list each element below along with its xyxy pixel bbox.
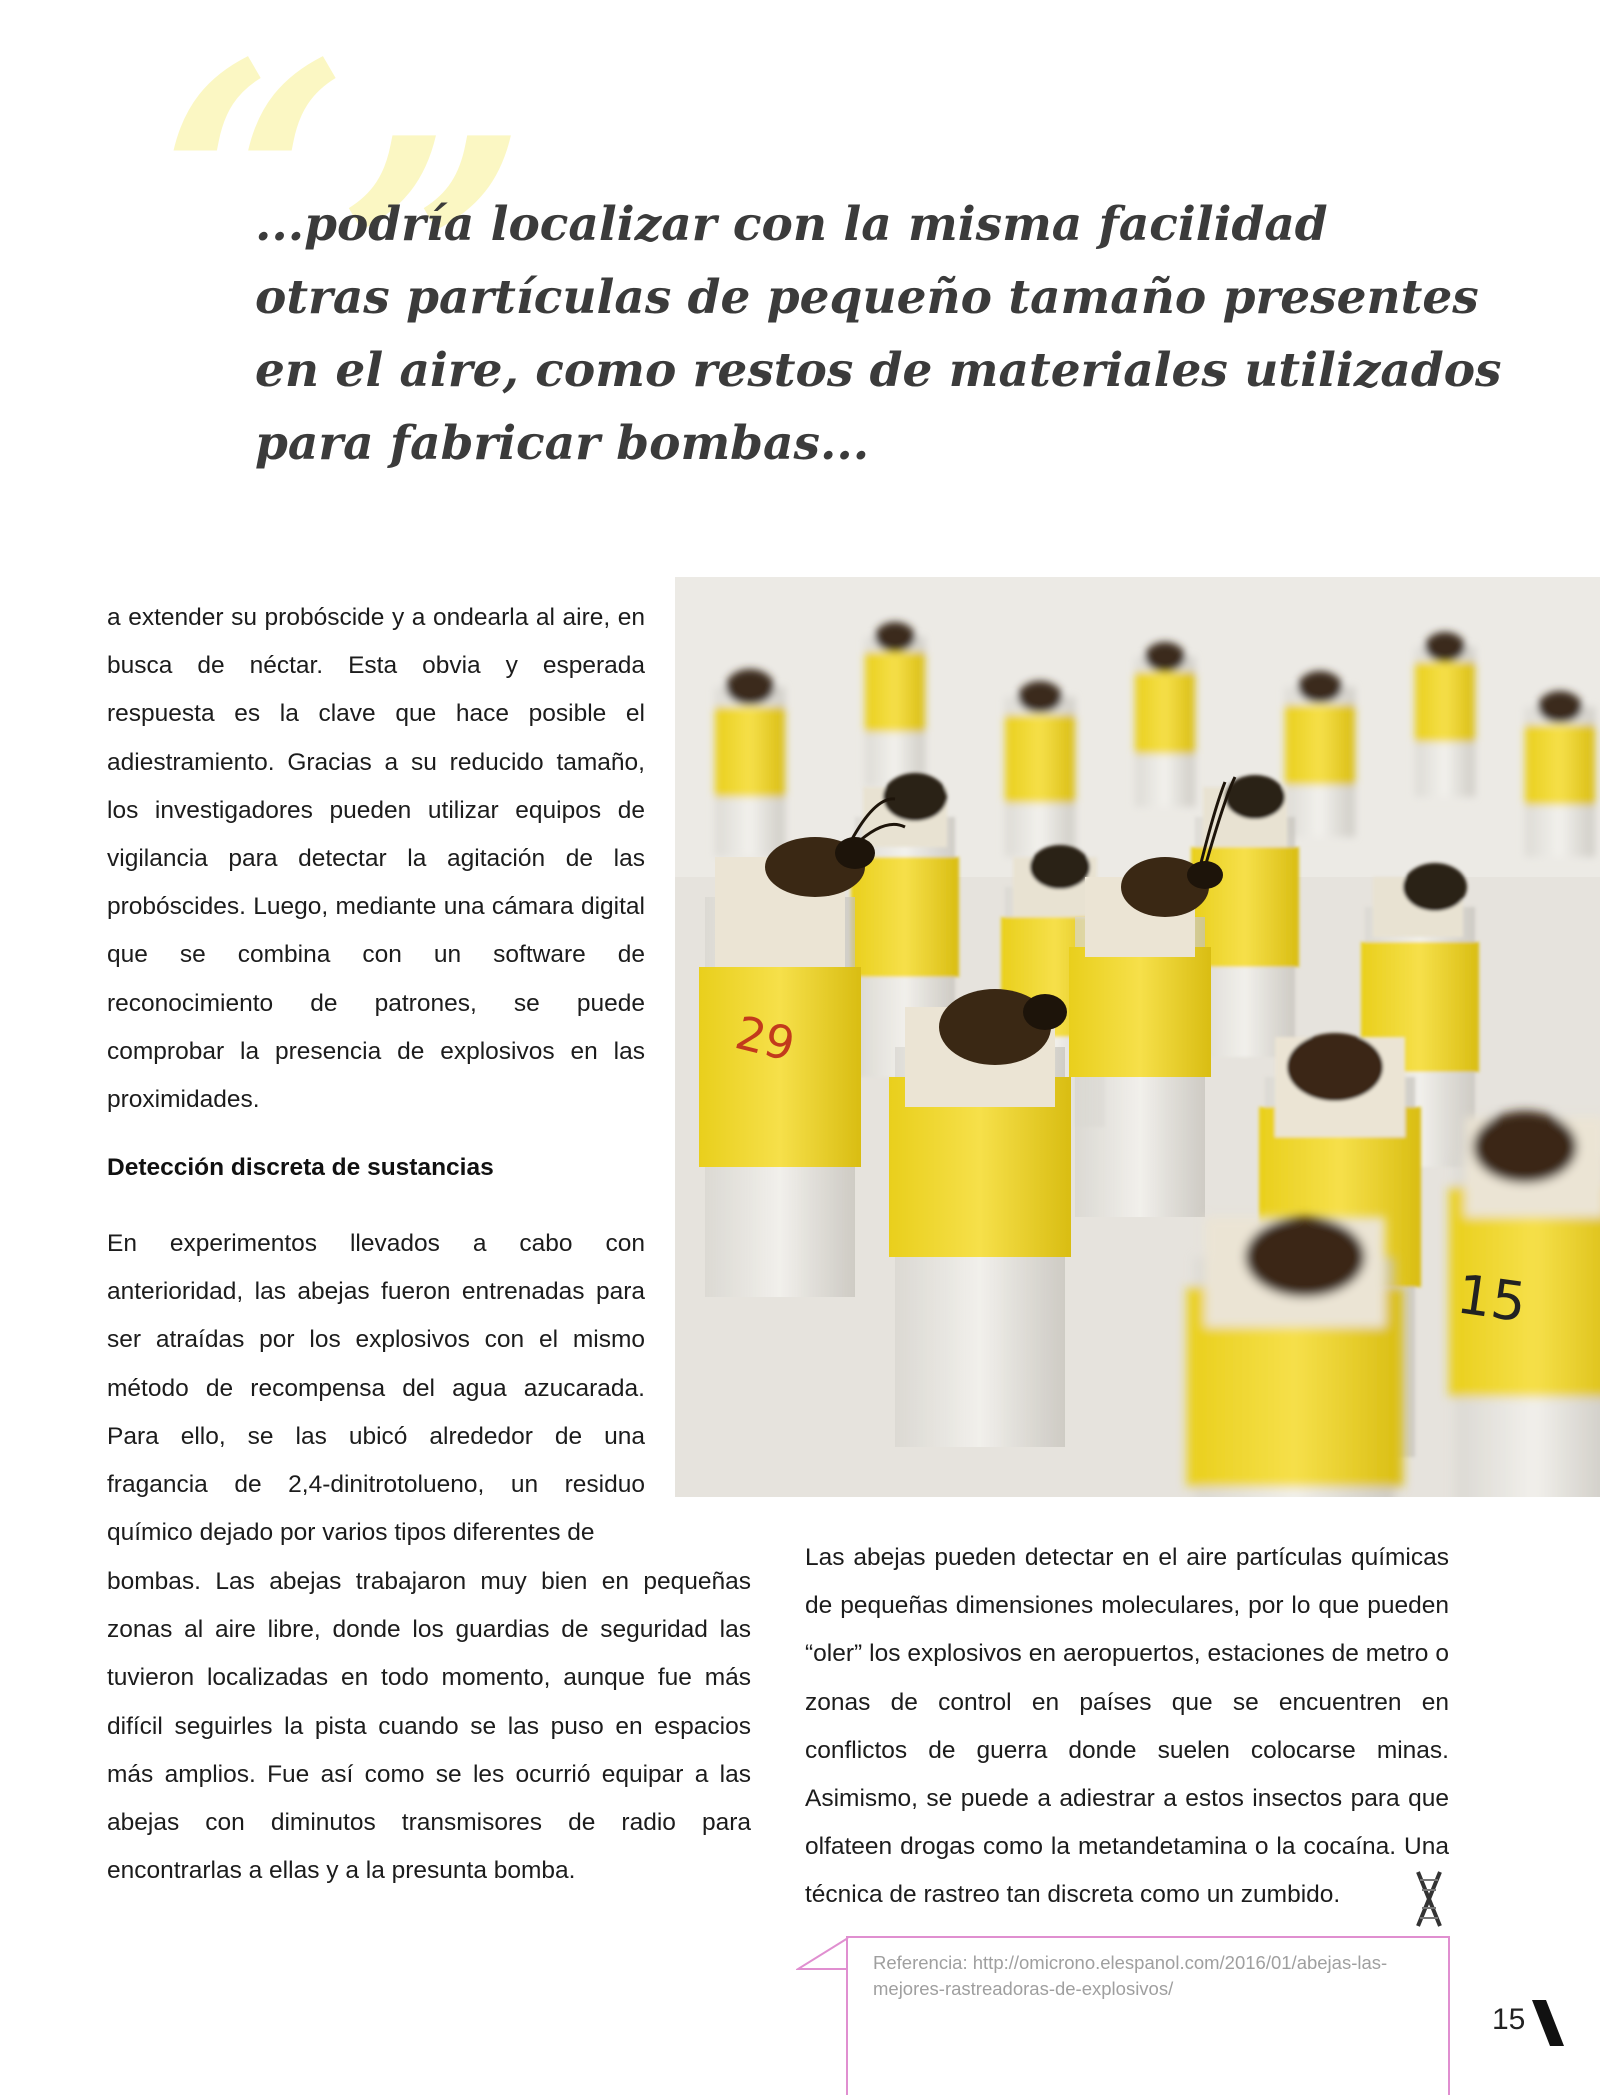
reference-tab-corner: [796, 1936, 850, 1970]
pull-quote-line: en el aire, como restos de materiales utilizados: [255, 343, 1502, 398]
bees-photo-illustration: [675, 577, 1600, 1497]
tube-label-29: 29: [730, 1005, 801, 1072]
article-paragraph-experiments-continued: bombas. Las abejas trabajaron muy bien en pequeñas zonas al aire libre, donde los guardias de seguridad las tuvieron localizadas en todo momento, aunque fue más difícil seguirles la pista cuando se las puso en espacios más amplios. Fue así como se les ocurrió equipar a las abejas con diminutos transmisores de radio para encontrarlas a ellas y a la presunta bomba.: [107, 1568, 751, 1885]
article-paragraph-experiments: En experimentos llevados a cabo con anterioridad, las abejas fueron entrenadas para ser atraídas por los explosivos con el mismo método de recompensa del agua azucarada. Para ello, se las ubicó alrededor de una fragancia de 2,4-dinitrotolueno, un residuo químico dejado por varios tipos diferentes de: [107, 1230, 645, 1547]
reference-text: Referencia: http://omicrono.elespanol.com/2016/01/abejas-las-mejores-rastreadoras-de-explosivos/: [873, 1952, 1388, 1999]
pull-quote: [255, 188, 1502, 480]
bees-photo: [675, 577, 1600, 1497]
section-subheading: Detección discreta de sustancias: [107, 1154, 494, 1181]
page-number-mark-icon: [1530, 1998, 1566, 2048]
open-quote-mark: “: [160, 0, 350, 379]
page-number: 15: [1492, 2003, 1526, 2036]
article-paragraph-conclusion: Las abejas pueden detectar en el aire partículas químicas de pequeñas dimensiones moleculares, por lo que pueden “oler” los explosivos en aeropuertos, estaciones de metro o zonas de control en países que se encuentren en conflictos de guerra donde suelen colocarse minas. Asimismo, se puede a adiestrar a estos insectos para que olfateen drogas como la metandetamina o la cocaína. Una técnica de rastreo tan discreta como un zumbido.: [805, 1544, 1449, 1909]
pull-quote-line: ...podría localizar con la misma facilidad: [255, 197, 1328, 252]
end-of-article-icon: [1414, 1870, 1444, 1928]
tube-label-15: 15: [1453, 1262, 1531, 1335]
pull-quote-line: otras partículas de pequeño tamaño presentes: [255, 270, 1479, 325]
pull-quote-line: para fabricar bombas...: [255, 416, 870, 471]
close-quote-mark: ”: [338, 66, 528, 454]
article-paragraph-intro: a extender su probóscide y a ondearla al aire, en busca de néctar. Esta obvia y esperada respuesta es la clave que hace posible el adiestramiento. Gracias a su reducido tamaño, los investigadores pueden utilizar equipos de vigilancia para detectar la agitación de las probóscides. Luego, mediante una cámara digital que se combina con un software de reconocimiento de patrones, se puede comprobar la presencia de explosivos en las proximidades.: [107, 604, 645, 1114]
